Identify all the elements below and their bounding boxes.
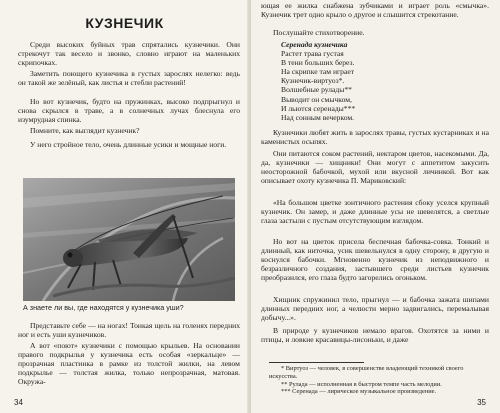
page-number: 34 [14,398,23,407]
paragraph: «На большом цветке зонтичного растения сбоку уселся крупный кузнечик. Он замер, и даже длинные усы не шевелятся, а светлые глаза застыли с пустым отсутствующим взглядом. [261,198,489,226]
page-number: 35 [477,398,486,407]
poem-line: Волшебные рулады** [281,85,352,95]
footnote: * Виртуоз — человек, в совершенстве владеющий техникой своего искусства. [269,365,464,380]
right-page [251,0,500,413]
poem [281,40,471,122]
paragraph: В природе у кузнечиков немало врагов. Охотятся за ними и птицы, и ловкие красавицы-лисоньки, и даже [261,326,489,345]
paragraph: Но вот на цветок присела беспечная бабочка-совка. Тонкий и длинный, как ниточка, усик шевельнулся в одну сторону, в другую и коснулся бабочки. Мгновенно кузнечик из неподвижного и безразличного создания, застывшего среди листьев кузнечик преобразился, его глаза будто загорелись огоньком. [261,237,489,283]
paragraph: А вот «поют» кузнечики с помощью крыльев. На основании правого подкрылья у кузнечика есть особая «зеркальце» — прозрачная пластинка в рамке из толстой жилки, на левом подкрылье — толстая жилка, только непрозрачная, матовая. Окружа- [18,341,240,387]
paragraph: Представьте себе — на ногах! Тонкая щель на голенях передних ног и есть уши кузнечиков. [18,321,240,340]
paragraph: Кузнечики любят жить в зарослях травы, густых кустарниках и на каменистых осыпях. [261,128,489,147]
poem-line: Кузнечик-виртуоз*. [281,76,345,86]
paragraph: Среди высоких буйных трав спрятались кузнечики. Они стрекочут так весело и звонко, словно играют на маленьких скрипочках. [18,40,240,68]
poem-line: На скрипке там играет [281,67,355,77]
poem-line: И льются серенады*** [281,103,356,113]
footnote: ** Рулада — исполненная в быстром темпе часть мелодии. [281,380,442,388]
grasshopper-photo [23,178,235,301]
paragraph: Хищник спружинил тело, прыгнул — и бабочка зажата шипами длинных передних ног, а челюсти мерно задвигались, перемалывая добычу...». [261,295,489,323]
poem-title: Серенада кузнечика [281,40,348,49]
paragraph: Заметить поющего кузнечика в густых зарослях нелегко: ведь он такой же зелёный, как листья и стебли растений! [18,69,240,88]
paragraph: Помните, как выглядит кузнечик? [30,126,140,135]
paragraph: У него стройное тело, очень длинные усики и мощные ноги. [30,140,227,149]
grasshopper-illustration [23,178,235,301]
photo-caption: А знаете ли вы, где находятся у кузнечика уши? [23,303,184,312]
paragraph: Но вот кузнечик, будто на пружинках, высоко подпрыгнул и снова скрылся в траве, а в солнечных лучах блеснула его изумрудная спинка. [18,97,240,125]
paragraph: Послушайте стихотворение. [273,28,365,37]
page-title: КУЗНЕЧИК [85,15,164,31]
footnote-divider [269,362,364,363]
poem-line: В тени больших берез. [281,58,355,68]
poem-line: Выводит он смычком, [281,94,352,104]
paragraph: Они питаются соком растений, нектаром цветов, насекомыми. Да, да, кузнечики — хищники! Они могут с аппетитом закусить неосторожной бабочкой, мухой или вкусной личинкой. Вот как описывает охоту кузнечика П. Мариковский: [261,149,489,186]
footnote: *** Серенада — лирическое музыкальное произведение. [281,388,437,396]
poem-line: Над сонным вечерком. [281,112,355,122]
paragraph: ющая ее жилка снабжена зубчиками и играет роль «смычка». Кузнечик трет одно крыло о другое и слышится стрекотание. [261,1,489,20]
footnotes [269,365,491,396]
poem-line: Растет трава густая [281,49,344,59]
left-page [0,0,249,413]
